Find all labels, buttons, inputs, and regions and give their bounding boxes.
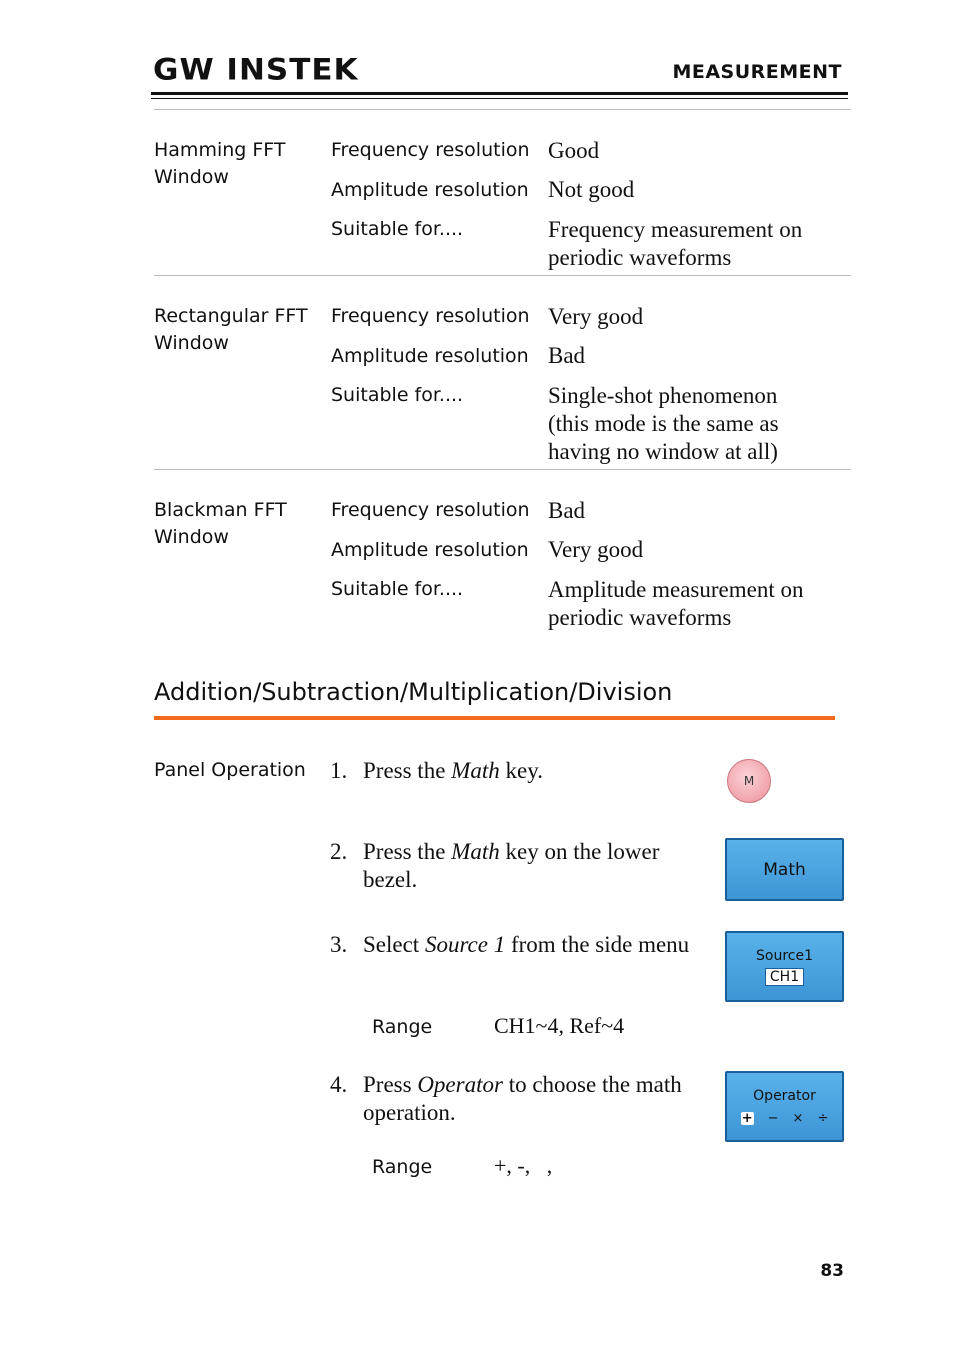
math-bezel-button[interactable] <box>725 838 844 901</box>
brand-logo: GW INSTEK <box>153 52 359 88</box>
operator-menu-button[interactable] <box>725 1071 844 1142</box>
window-name: Hamming FFT Window <box>154 139 286 188</box>
page-number: 83 <box>820 1261 844 1281</box>
source1-value: CH1 <box>765 968 804 986</box>
divide-option[interactable]: ÷ <box>817 1110 829 1126</box>
property-value: Very good <box>548 304 644 329</box>
property-value: Single-shot phenomenon (this mode is the same as having no window at all) <box>548 383 779 464</box>
operator-label: Operator <box>753 1087 816 1104</box>
section-rule <box>154 716 835 720</box>
math-button-label: Math <box>763 859 806 880</box>
range-value: +, -, , <box>494 1153 553 1178</box>
panel-operation-label: Panel Operation <box>154 759 306 781</box>
range-label: Range <box>372 1016 433 1038</box>
property-label: Frequency resolution <box>331 139 530 161</box>
step-number: 3. <box>330 932 348 957</box>
minus-option[interactable]: − <box>767 1110 779 1126</box>
property-value: Not good <box>548 177 635 202</box>
step-text: Press the Math key on the lower bezel. <box>363 839 660 892</box>
table-top-rule <box>154 109 851 110</box>
property-label: Suitable for.... <box>331 578 464 600</box>
header-rule-thick <box>151 92 848 95</box>
section-title: Addition/Subtraction/Multiplication/Division <box>154 678 673 706</box>
property-value: Amplitude measurement on periodic waveforms <box>548 577 804 630</box>
property-value: Bad <box>548 498 586 523</box>
operator-options <box>741 1111 829 1126</box>
property-label: Frequency resolution <box>331 499 530 521</box>
math-front-key[interactable]: M <box>727 759 771 803</box>
range-value: CH1~4, Ref~4 <box>494 1013 625 1038</box>
source1-label: Source1 <box>756 947 813 964</box>
property-label: Suitable for.... <box>331 218 464 240</box>
step-text: Press the Math key. <box>363 758 543 783</box>
header-rule-thin <box>151 98 848 99</box>
row-divider <box>154 469 851 470</box>
property-value: Good <box>548 138 600 163</box>
step-number: 2. <box>330 839 348 864</box>
property-value: Frequency measurement on periodic waveforms <box>548 217 803 270</box>
step-number: 1. <box>330 758 348 783</box>
plus-option[interactable]: + <box>741 1110 753 1126</box>
property-value: Very good <box>548 537 644 562</box>
window-name: Blackman FFT Window <box>154 499 287 548</box>
window-name: Rectangular FFT Window <box>154 305 308 354</box>
multiply-option[interactable]: × <box>792 1110 804 1126</box>
header-title: MEASUREMENT <box>672 61 842 83</box>
property-label: Amplitude resolution <box>331 179 529 201</box>
step-text: Select Source 1 from the side menu <box>363 932 690 957</box>
step-text: Press Operator to choose the math operation. <box>363 1072 682 1125</box>
range-label: Range <box>372 1156 433 1178</box>
row-divider <box>154 275 851 276</box>
source1-menu-button[interactable] <box>725 931 844 1002</box>
property-label: Suitable for.... <box>331 384 464 406</box>
property-label: Frequency resolution <box>331 305 530 327</box>
property-value: Bad <box>548 343 586 368</box>
step-number: 4. <box>330 1072 348 1097</box>
property-label: Amplitude resolution <box>331 539 529 561</box>
property-label: Amplitude resolution <box>331 345 529 367</box>
